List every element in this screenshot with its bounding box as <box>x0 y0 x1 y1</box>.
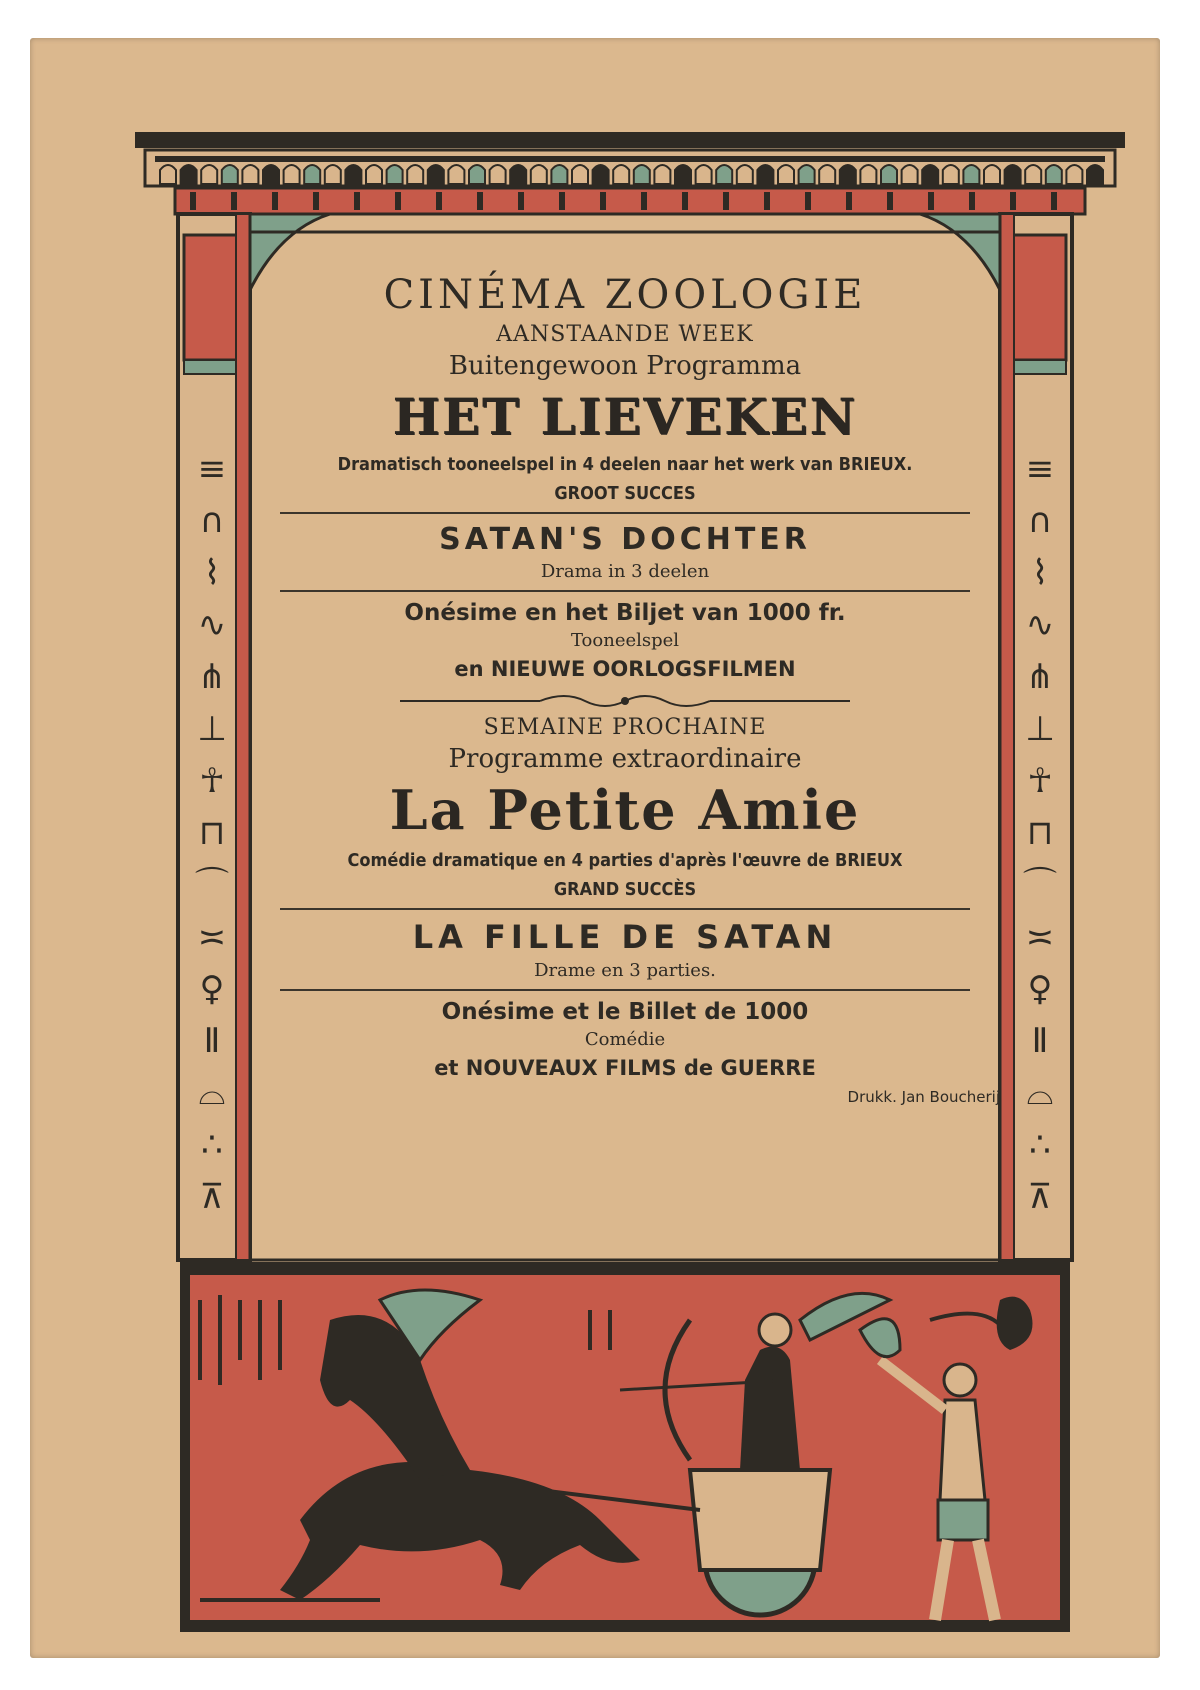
hieroglyph-glyph: ☥ <box>1027 761 1053 801</box>
cornice-bar <box>313 192 319 210</box>
nl-program-label: Buitengewoon Programma <box>448 351 802 381</box>
hieroglyph-glyph: ⌒ <box>195 865 229 905</box>
cornice-arch <box>963 165 979 184</box>
cornice-arch <box>1025 165 1041 184</box>
hieroglyph-glyph: ∿ <box>197 605 227 645</box>
fr-feature-desc: Comédie dramatique en 4 parties d'après l'œuvre de BRIEUX <box>347 850 903 871</box>
fr-feature-title: La Petite Amie <box>389 778 861 842</box>
fr-second-desc: Drame en 3 parties. <box>534 960 716 981</box>
cornice-arch <box>242 165 258 184</box>
cornice-arch <box>634 165 650 184</box>
hieroglyph-glyph: ⌇ <box>1031 553 1049 593</box>
cornice-bar <box>764 192 770 210</box>
cornice-arch <box>510 165 526 184</box>
fr-third-desc: Comédie <box>584 1029 666 1050</box>
hieroglyph-glyph: ⌓ <box>1026 1073 1054 1113</box>
cornice-bar <box>969 192 975 210</box>
cornice-arch <box>387 165 403 184</box>
cornice-bar <box>190 192 196 210</box>
cornice-arch <box>675 165 691 184</box>
fr-extra: et NOUVEAUX FILMS de GUERRE <box>434 1056 816 1080</box>
cornice-bar <box>805 192 811 210</box>
nl-second-desc: Drama in 3 deelen <box>540 561 710 582</box>
hieroglyph-glyph: ⊥ <box>1025 709 1055 749</box>
fr-program-label: Programme extraordinaire <box>448 744 802 774</box>
cornice-bar <box>600 192 606 210</box>
cornice-arch <box>943 165 959 184</box>
cornice-arch <box>799 165 815 184</box>
cornice-arch <box>984 165 1000 184</box>
cornice-arch <box>902 165 918 184</box>
hieroglyph-glyph: ⊓ <box>198 813 226 853</box>
cornice-arch <box>1087 165 1103 184</box>
hieroglyph-glyph: ≡ <box>1025 449 1055 489</box>
hieroglyph-glyph: ∴ <box>1029 1125 1051 1165</box>
cornice-arch <box>840 165 856 184</box>
hieroglyph-glyph: ⋔ <box>197 657 227 697</box>
cornice-arch <box>345 165 361 184</box>
divider <box>280 989 970 991</box>
cornice-bar <box>231 192 237 210</box>
flourish-divider-icon <box>400 691 850 711</box>
cornice-arch <box>778 165 794 184</box>
cornice-arch <box>551 165 567 184</box>
nl-third-title: Onésime en het Biljet van 1000 fr. <box>404 600 846 626</box>
divider <box>280 908 970 910</box>
cornice-arch <box>263 165 279 184</box>
hieroglyph-glyph: ≍ <box>1025 917 1055 957</box>
cornice-bar <box>928 192 934 210</box>
fr-second-title: LA FILLE DE SATAN <box>412 918 838 956</box>
cornice-arch <box>325 165 341 184</box>
hieroglyph-glyph: ♀ <box>199 969 225 1009</box>
programme-panel <box>250 232 1000 1260</box>
cornice-arch <box>737 165 753 184</box>
fr-feature-note: GRAND SUCCÈS <box>553 879 697 900</box>
hieroglyph-glyph: ⊼ <box>1027 1177 1053 1217</box>
nl-extra: en NIEUWE OORLOGSFILMEN <box>454 657 796 681</box>
nl-feature-title: HET LIEVEKEN <box>392 387 858 446</box>
printer-imprint: Drukk. Jan Boucherij <box>847 1088 1000 1106</box>
divider <box>280 590 970 592</box>
nl-feature-note: GROOT SUCCES <box>554 483 696 504</box>
hieroglyph-glyph: ∴ <box>201 1125 223 1165</box>
hieroglyph-glyph: ≍ <box>197 917 227 957</box>
hieroglyph-glyph: ∩ <box>1027 501 1053 541</box>
cornice-arch <box>696 165 712 184</box>
cornice-bar <box>846 192 852 210</box>
cornice-arch <box>181 165 197 184</box>
cornice-bar <box>682 192 688 210</box>
cornice-arch <box>366 165 382 184</box>
cornice-bar <box>1051 192 1057 210</box>
cornice-arch <box>819 165 835 184</box>
hieroglyph-glyph: ∿ <box>1025 605 1055 645</box>
hieroglyph-glyph: ≡ <box>197 449 227 489</box>
cornice-arch <box>160 165 176 184</box>
hieroglyph-glyph: ∩ <box>199 501 225 541</box>
nl-feature-desc: Dramatisch tooneelspel in 4 deelen naar het werk van BRIEUX. <box>337 454 913 475</box>
cornice-arch <box>284 165 300 184</box>
cornice-arch <box>860 165 876 184</box>
cornice-bar <box>518 192 524 210</box>
hieroglyph-glyph: ⊼ <box>199 1177 225 1217</box>
cornice-arch <box>922 165 938 184</box>
hieroglyph-glyph: ⌒ <box>1023 865 1057 905</box>
nl-second-title: SATAN'S DOCHTER <box>439 522 811 557</box>
cornice-bar <box>477 192 483 210</box>
cornice-bar <box>887 192 893 210</box>
cornice-bar <box>641 192 647 210</box>
cornice-bar <box>559 192 565 210</box>
cornice-bar <box>395 192 401 210</box>
cornice-bar <box>1010 192 1016 210</box>
fr-third-title: Onésime et le Billet de 1000 <box>441 999 809 1025</box>
cornice-arch <box>1046 165 1062 184</box>
cornice-arch <box>881 165 897 184</box>
cornice-arch <box>1005 165 1021 184</box>
cornice-arch <box>716 165 732 184</box>
cornice-arch <box>304 165 320 184</box>
divider <box>280 512 970 514</box>
hieroglyph-glyph: ☥ <box>199 761 225 801</box>
cornice-arch <box>531 165 547 184</box>
cornice-arch <box>572 165 588 184</box>
cornice-arch <box>613 165 629 184</box>
cornice-arch <box>654 165 670 184</box>
cornice-arch <box>428 165 444 184</box>
hieroglyph-glyph: ⊓ <box>1026 813 1054 853</box>
cornice-arch <box>1066 165 1082 184</box>
cornice-arch <box>222 165 238 184</box>
cornice-bar <box>436 192 442 210</box>
cornice-arch <box>593 165 609 184</box>
hieroglyph-glyph: ⋔ <box>1025 657 1055 697</box>
hieroglyph-glyph: ⊥ <box>197 709 227 749</box>
cornice-bar <box>272 192 278 210</box>
cornice-bar <box>723 192 729 210</box>
nl-week-label: AANSTAANDE WEEK <box>496 322 754 347</box>
nl-third-desc: Tooneelspel <box>570 630 680 651</box>
cornice-bar <box>354 192 360 210</box>
hieroglyph-glyph: ⌓ <box>198 1073 226 1113</box>
cornice-arch <box>448 165 464 184</box>
venue-title: CINÉMA ZOOLOGIE <box>383 272 867 318</box>
cornice-arch <box>469 165 485 184</box>
hieroglyph-glyph: Ⅱ <box>1031 1021 1049 1061</box>
cornice-arch <box>757 165 773 184</box>
fr-week-label: SEMAINE PROCHAINE <box>483 715 767 740</box>
hieroglyph-glyph: ⌇ <box>203 553 221 593</box>
cornice-arch <box>490 165 506 184</box>
cornice-arch <box>201 165 217 184</box>
cornice-arch <box>407 165 423 184</box>
hieroglyph-glyph: ♀ <box>1027 969 1053 1009</box>
hieroglyph-glyph: Ⅱ <box>203 1021 221 1061</box>
